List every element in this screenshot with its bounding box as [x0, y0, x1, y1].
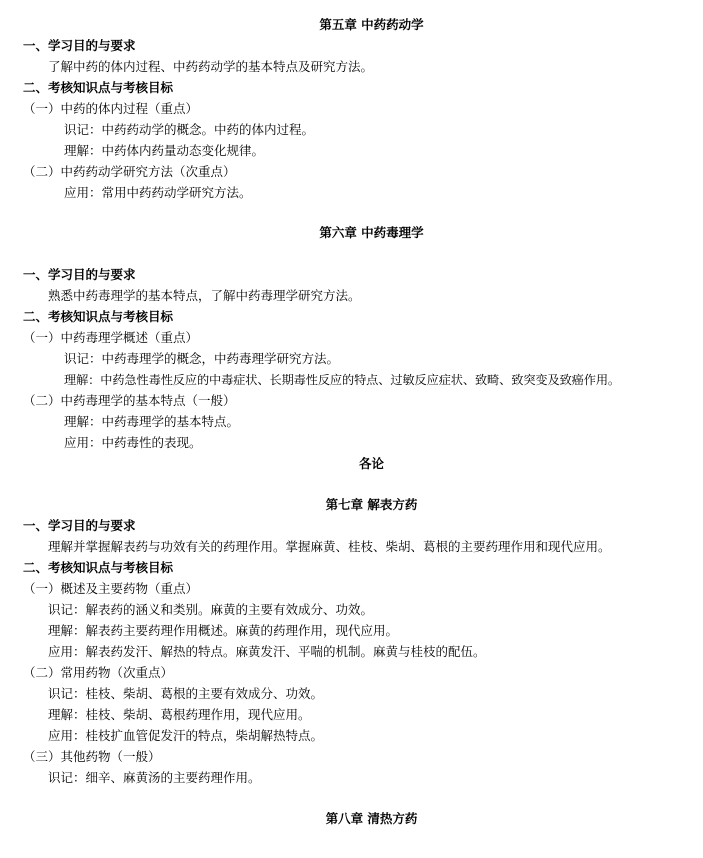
subsection-heading: （二）中药药动学研究方法（次重点）	[23, 164, 236, 179]
section-heading: 一、学习目的与要求	[23, 267, 136, 282]
section-heading: 二、考核知识点与考核目标	[23, 560, 174, 575]
paragraph: 理解：桂枝、柴胡、葛根药理作用，现代应用。	[48, 707, 311, 722]
chapter-5-title: 第五章 中药药动学	[319, 17, 424, 32]
paragraph: 识记：中药毒理学的概念，中药毒理学研究方法。	[64, 351, 340, 366]
subsection-heading: （一）概述及主要药物（重点）	[23, 581, 199, 596]
section-heading: 二、考核知识点与考核目标	[23, 80, 174, 95]
paragraph: 应用：解表药发汗、解热的特点。麻黄发汗、平喘的机制。麻黄与桂枝的配伍。	[48, 644, 486, 659]
section-heading: 二、考核知识点与考核目标	[23, 309, 174, 324]
paragraph: 了解中药的体内过程、中药药动学的基本特点及研究方法。	[48, 59, 374, 74]
paragraph: 理解：中药毒理学的基本特点。	[64, 414, 240, 429]
paragraph: 识记：中药药动学的概念。中药的体内过程。	[64, 122, 315, 137]
subsection-heading: （一）中药毒理学概述（重点）	[23, 330, 199, 345]
subsection-heading: （二）常用药物（次重点）	[23, 665, 174, 680]
section-heading: 一、学习目的与要求	[23, 38, 136, 53]
paragraph: 理解并掌握解表药与功效有关的药理作用。掌握麻黄、桂枝、柴胡、葛根的主要药理作用和现代应用。	[48, 539, 611, 554]
chapter-6-title: 第六章 中药毒理学	[319, 225, 424, 240]
subsection-heading: （二）中药毒理学的基本特点（一般）	[23, 393, 236, 408]
paragraph: 理解：中药急性毒性反应的中毒症状、长期毒性反应的特点、过敏反应症状、致畸、致突变及致癌作用。	[64, 373, 621, 387]
chapter-8-title: 第八章 清热方药	[325, 811, 418, 826]
paragraph: 识记：桂枝、柴胡、葛根的主要有效成分、功效。	[48, 686, 324, 701]
paragraph: 识记：解表药的涵义和类别。麻黄的主要有效成分、功效。	[48, 602, 374, 617]
paragraph: 熟悉中药毒理学的基本特点，了解中药毒理学研究方法。	[48, 288, 361, 303]
chapter-7-title: 第七章 解表方药	[325, 497, 418, 512]
subsection-heading: （一）中药的体内过程（重点）	[23, 101, 199, 116]
paragraph: 理解：中药体内药量动态变化规律。	[64, 143, 265, 158]
paragraph: 应用：中药毒性的表现。	[64, 435, 202, 450]
subsection-heading: （三）其他药物（一般）	[23, 749, 161, 764]
section-heading: 一、学习目的与要求	[23, 518, 136, 533]
paragraph: 理解：解表药主要药理作用概述。麻黄的药理作用，现代应用。	[48, 623, 399, 638]
paragraph: 应用：桂枝扩血管促发汗的特点，柴胡解热特点。	[48, 728, 324, 743]
paragraph: 应用：常用中药药动学研究方法。	[64, 185, 252, 200]
paragraph: 识记：细辛、麻黄汤的主要药理作用。	[48, 770, 261, 785]
part-title: 各论	[358, 456, 384, 471]
